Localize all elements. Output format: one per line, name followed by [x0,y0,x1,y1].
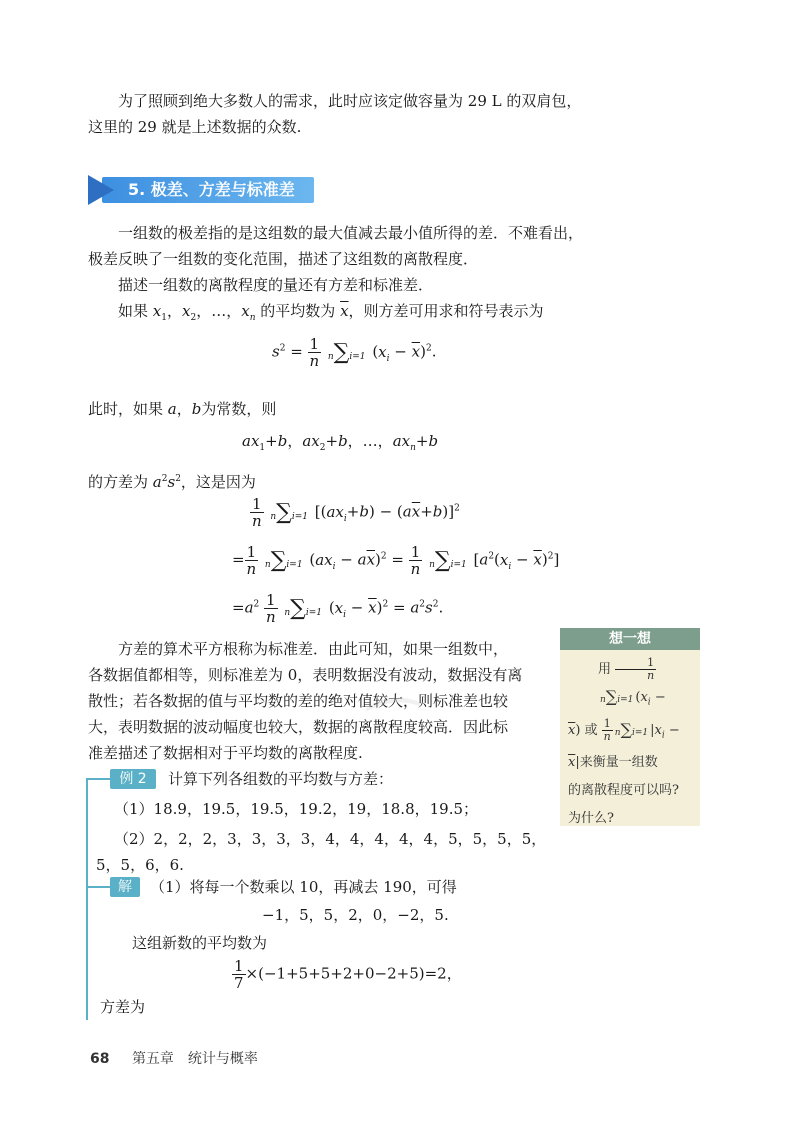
solution-line: −1，5，5，2，0，−2，5. [262,906,449,924]
think-box-text: 用 $\frac{1}{n}$ n∑i=1 ($x_i$ − $\overline{x}$) 或 $\frac{1}{n}$ n∑i=1 $|x_i$ − $\overline{x}|$来衡量一组数 的离散程度可以吗? 为什么? [568,656,696,833]
text-fragment: 来衡量一组数 [579,755,658,771]
text-fragment: ，这是因为 [180,473,256,491]
think-box [560,628,700,826]
text-fragment: 的方差为 [88,473,149,491]
chapter-title: 第五章 统计与概率 [131,1051,258,1067]
example-bracket-top [86,778,110,780]
example-prompt: 计算下列各组数的平均数与方差： [168,770,394,788]
arrow-icon [88,175,114,205]
solution-bracket [86,886,110,888]
example-set-1: （1）18.9，19.5，19.5，19.2，19，18.8，19.5； [114,800,479,818]
paragraph-line: 如果 $x_1$，$x_2$，…，$x_n$ 的平均数为 $\overline{x}$，则方差可用求和符号表示为 [118,302,544,323]
watermark: ⁀ [356,697,412,773]
transformed-data: $ax_1+b$，$ax_2+b$，…，$ax_n+b$ [242,432,439,453]
paragraph-line: 为了照顾到绝大多数人的需求，此时应该定做容量为 29 L 的双肩包， [118,92,582,110]
think-box-title: 想一想 [560,628,700,650]
example-tag: 例 2 [110,769,156,789]
variance-formula: $s^2$ = $\frac{1}{n}$ n∑i=1 $(x_i - \overline{x})^2$. [272,335,437,370]
derivation-line-2: = $\frac{1}{n}$ n∑i=1 $(ax_i - a\overline{x})^2$ = $\frac{1}{n}$ n∑i=1 $[a^2(x_i - \overline{x})^2]$ [232,543,560,578]
text-fragment: 为什么? [568,811,614,827]
paragraph-line: 描述一组数的离散程度的量还有方差和标准差． [118,276,434,294]
text-fragment: 的平均数为 [260,302,336,320]
derivation-line-1: $\frac{1}{n}$ n∑i=1 $[(ax_i+b) - (a\overline{x}+b)]^2$ [251,495,460,530]
section-banner [88,175,316,205]
text-fragment: ×(−1+5+5+2+0−2+5)=2， [245,964,462,983]
text-fragment: ，则方差可用求和符号表示为 [348,302,544,320]
text-fragment: 或 [584,722,598,738]
paragraph-line: 此时，如果 a，b为常数，则 [88,400,277,418]
paragraph-line: 散性；若各数据的值与平均数的差的绝对值较大，则标准差也较 [88,692,509,710]
paragraph-line: 这里的 29 就是上述数据的众数. [88,118,302,136]
paragraph-line: 的方差为 $a^2s^2$，这是因为 [88,473,256,491]
text-fragment: 用 [598,662,612,677]
solution-line: 方差为 [100,998,146,1016]
section-title: 5. 极差、方差与标准差 [128,180,295,199]
solution-line: （1）将每一个数乘以 10，再减去 190，可得 [150,878,457,896]
paragraph-line: 准差描述了数据相对于平均数的离散程度. [88,744,363,762]
paragraph-line: 极差反映了一组数的变化范围，描述了这组数的离散程度． [88,250,479,268]
solution-line: 这组新数的平均数为 [132,934,268,952]
page-number: 68 [90,1051,110,1067]
paragraph-line: 方差的算术平方根称为标准差．由此可知，如果一组数中， [118,640,509,658]
example-set-2: （2）2，2，2，3，3，3，3，4，4，4，4，4，5，5，5，5， [114,830,547,848]
derivation-line-3: $=a^2$ $\frac{1}{n}$ n∑i=1 $(x_i - \overline{x})^2 = a^2s^2$. [232,591,444,626]
paragraph-line: 各数据值都相等，则标准差为 0，表明数据没有波动，数据没有离 [88,666,523,684]
text-fragment: 的离散程度可以吗? [568,783,679,799]
solution-tag: 解 [110,877,140,897]
text-fragment: 如果 [118,302,149,320]
example-bracket [86,778,88,1020]
text-fragment: 此时，如果 [88,400,164,418]
paragraph-line: 一组数的极差指的是这组数的最大值减去最小值所得的差．不难看出， [118,224,584,242]
paragraph-line: 大，表明数据的波动幅度也较大，数据的离散程度较高．因此标 [88,718,509,736]
page-footer [90,1048,258,1068]
mean-formula: $\frac{1}{7}$ ×(−1+5+5+2+0−2+5)=2， [234,957,462,992]
text-fragment: 为常数，则 [201,400,277,418]
example-set-2-cont: 5，5，6，6. [96,856,184,874]
